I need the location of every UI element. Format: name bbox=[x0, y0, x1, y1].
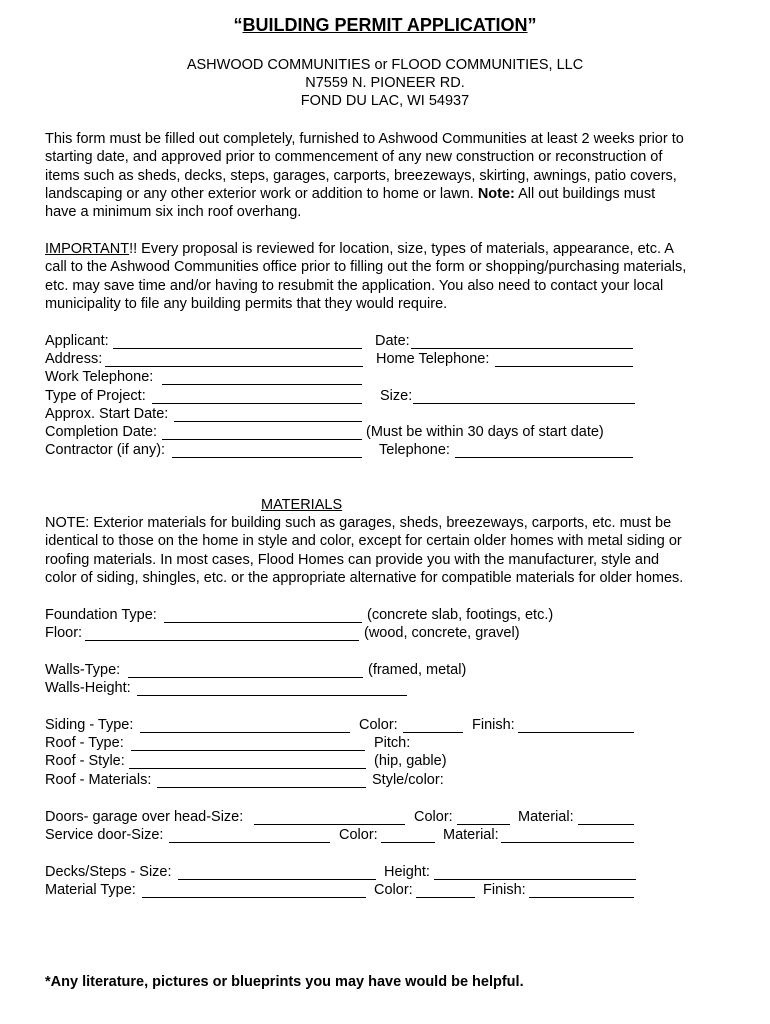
project-type-field[interactable] bbox=[152, 403, 362, 404]
siding-color-field[interactable] bbox=[403, 732, 463, 733]
important-paragraph: IMPORTANT!! Every proposal is reviewed for location, size, types of materials, appearance, etc. A call to the Ashwood Communities office prior to filling out the form or shopping/purchasing materials, etc. may save time and/or having to resubmit the application. You also need to contact your local municipality to file any building permits that they would require. bbox=[45, 241, 687, 312]
walls-height-field[interactable] bbox=[137, 695, 407, 696]
start-date-field[interactable] bbox=[174, 421, 362, 422]
floor-label: Floor: bbox=[45, 625, 83, 641]
service-door-color-field[interactable] bbox=[381, 842, 435, 843]
siding-type-label: Siding - Type: bbox=[45, 717, 134, 733]
important-label: IMPORTANT bbox=[45, 241, 130, 257]
date-label: Date: bbox=[375, 333, 410, 349]
service-door-size-field[interactable] bbox=[169, 842, 330, 843]
siding-finish-field[interactable] bbox=[518, 732, 634, 733]
roof-style-field[interactable] bbox=[129, 768, 366, 769]
walls-height-label: Walls-Height: bbox=[45, 680, 131, 696]
completion-note: (Must be within 30 days of start date) bbox=[366, 424, 604, 440]
foundation-hint: (concrete slab, footings, etc.) bbox=[367, 607, 554, 623]
footer-note: *Any literature, pictures or blueprints you may have would be helpful. bbox=[45, 974, 524, 990]
walls-type-hint: (framed, metal) bbox=[368, 662, 467, 678]
siding-type-field[interactable] bbox=[140, 732, 350, 733]
roof-style-hint: (hip, gable) bbox=[374, 753, 447, 769]
decks-color-label: Color: bbox=[374, 882, 413, 898]
roof-stylecolor-label: Style/color: bbox=[372, 772, 444, 788]
service-door-color-label: Color: bbox=[339, 827, 378, 843]
garage-door-color-label: Color: bbox=[414, 809, 453, 825]
roof-style-label: Roof - Style: bbox=[45, 753, 125, 769]
work-telephone-label: Work Telephone: bbox=[45, 369, 154, 385]
foundation-type-field[interactable] bbox=[164, 622, 362, 623]
address-label: Address: bbox=[45, 351, 103, 367]
size-field[interactable] bbox=[413, 403, 635, 404]
siding-color-label: Color: bbox=[359, 717, 398, 733]
decks-height-field[interactable] bbox=[434, 879, 636, 880]
size-label: Size: bbox=[380, 388, 413, 404]
completion-date-label: Completion Date: bbox=[45, 424, 158, 440]
contractor-telephone-label: Telephone: bbox=[379, 442, 450, 458]
floor-field[interactable] bbox=[85, 640, 359, 641]
applicant-label: Applicant: bbox=[45, 333, 109, 349]
roof-type-field[interactable] bbox=[131, 750, 365, 751]
garage-door-color-field[interactable] bbox=[457, 824, 510, 825]
date-field[interactable] bbox=[411, 348, 633, 349]
garage-door-material-label: Material: bbox=[518, 809, 574, 825]
home-telephone-label: Home Telephone: bbox=[376, 351, 490, 367]
note-label: Note: bbox=[477, 185, 515, 202]
roof-type-label: Roof - Type: bbox=[45, 735, 124, 751]
decks-height-label: Height: bbox=[384, 864, 430, 880]
start-date-label: Approx. Start Date: bbox=[45, 406, 169, 422]
home-telephone-field[interactable] bbox=[495, 366, 633, 367]
materials-heading: MATERIALS bbox=[261, 497, 343, 513]
roof-pitch-label: Pitch: bbox=[374, 735, 411, 751]
contractor-telephone-field[interactable] bbox=[455, 457, 633, 458]
intro-paragraph: This form must be filled out completely, furnished to Ashwood Communities at least 2 weeks prior to starting date, and approved prior to commencement of any new construction or reconstruction of items such as sheds, decks, steps, garages, carports, breezeways, skirting, awnings, patio covers, landscaping or any other exterior work or addition to home or lawn. Note: All out buildings must have a minimum six inch roof overhang. bbox=[45, 131, 684, 221]
garage-door-size-field[interactable] bbox=[254, 824, 405, 825]
decks-size-label: Decks/Steps - Size: bbox=[45, 864, 172, 880]
org-street: N7559 N. PIONEER RD. bbox=[305, 75, 465, 91]
walls-type-field[interactable] bbox=[128, 677, 363, 678]
page-title: “BUILDING PERMIT APPLICATION” bbox=[233, 15, 537, 35]
materials-note: NOTE: Exterior materials for building such as garages, sheds, breezeways, carports, etc. must be identical to those on the home in style and color, except for certain older homes with metal siding or roofing materials. In most cases, Flood Homes can provide you with the manufacturer, style and color of siding, shingles, etc. or the appropriate alternative for compatible materials for older homes. bbox=[45, 515, 684, 586]
service-door-material-label: Material: bbox=[443, 827, 499, 843]
contractor-field[interactable] bbox=[172, 457, 362, 458]
material-type-field[interactable] bbox=[142, 897, 366, 898]
org-city: FOND DU LAC, WI 54937 bbox=[300, 93, 470, 109]
completion-date-field[interactable] bbox=[162, 439, 362, 440]
decks-color-field[interactable] bbox=[416, 897, 475, 898]
foundation-type-label: Foundation Type: bbox=[45, 607, 157, 623]
floor-hint: (wood, concrete, gravel) bbox=[364, 625, 520, 641]
decks-size-field[interactable] bbox=[178, 879, 376, 880]
decks-finish-field[interactable] bbox=[529, 897, 634, 898]
roof-materials-label: Roof - Materials: bbox=[45, 772, 152, 788]
garage-door-material-field[interactable] bbox=[578, 824, 634, 825]
roof-materials-field[interactable] bbox=[157, 787, 366, 788]
address-field[interactable] bbox=[105, 366, 363, 367]
org-name: ASHWOOD COMMUNITIES or FLOOD COMMUNITIES, LLC bbox=[186, 57, 584, 73]
project-type-label: Type of Project: bbox=[45, 388, 146, 404]
service-door-material-field[interactable] bbox=[501, 842, 634, 843]
garage-door-size-label: Doors- garage over head-Size: bbox=[45, 809, 244, 825]
applicant-field[interactable] bbox=[113, 348, 362, 349]
work-telephone-field[interactable] bbox=[162, 384, 362, 385]
decks-finish-label: Finish: bbox=[483, 882, 526, 898]
contractor-label: Contractor (if any): bbox=[45, 442, 166, 458]
material-type-label: Material Type: bbox=[45, 882, 136, 898]
service-door-size-label: Service door-Size: bbox=[45, 827, 164, 843]
siding-finish-label: Finish: bbox=[472, 717, 515, 733]
walls-type-label: Walls-Type: bbox=[45, 662, 121, 678]
